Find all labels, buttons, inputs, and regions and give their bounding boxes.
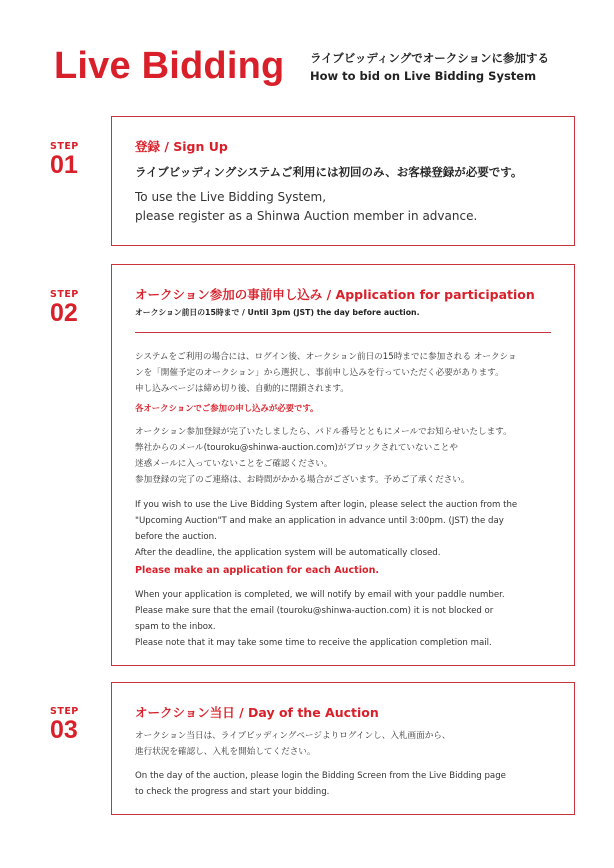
step-03-card: [111, 682, 575, 815]
step-word: STEP: [50, 289, 79, 300]
page-subtitle: [310, 49, 549, 85]
step-02-label: [50, 289, 90, 327]
step-number: 03: [50, 716, 78, 744]
subtitle-japanese: ライブビッディングでオークションに参加する: [310, 51, 549, 65]
step-03-label: [50, 706, 90, 744]
step-03-heading: オークション当日 / Day of the Auction: [135, 705, 379, 720]
step-01-label: [50, 141, 90, 179]
step-word: STEP: [50, 706, 79, 717]
step-01-lead-english-line: please register as a Shinwa Auction member in advance.: [135, 209, 478, 223]
en-paragraph-line: When your application is completed, we will notify by email with your paddle number.: [135, 590, 505, 600]
jp-paragraph-line: 申し込みページは締め切り後、自動的に閉鎖されます。: [135, 384, 349, 394]
step-number: 02: [50, 299, 78, 327]
en-paragraph-line: Please make sure that the email (touroku@shinwa-auction.com) it is not blocked or: [135, 606, 494, 616]
step-01-lead-english-line: To use the Live Bidding System,: [135, 190, 327, 204]
step-01-card: [111, 116, 575, 246]
jp-paragraph-line: ンを「開催予定のオークション」から選択し、事前申し込みを行っていただく必要があります。: [135, 368, 504, 378]
en-application-note: Please make an application for each Auction.: [135, 565, 380, 576]
step-01-heading: 登録 / Sign Up: [135, 139, 228, 154]
step-02-card: [111, 264, 575, 666]
en-paragraph-line: After the deadline, the application system will be automatically closed.: [135, 548, 441, 558]
subtitle-english: How to bid on Live Bidding System: [310, 69, 537, 83]
step-word: STEP: [50, 141, 79, 152]
section-divider: [135, 332, 551, 333]
jp-paragraph-line: オークション当日は、ライブビッディングページよりログインし、入札画面から、: [135, 731, 451, 741]
jp-paragraph-line: システムをご利用の場合には、ログイン後、オークション前日の15時までに参加される オークショ: [135, 352, 517, 362]
jp-paragraph-line: 迷惑メールに入っていないことをご確認ください。: [135, 459, 333, 469]
jp-paragraph-line: 弊社からのメール(touroku@shinwa-auction.com)がブロックされていないことや: [135, 443, 458, 453]
jp-paragraph-line: オークション参加登録が完了いたしましたら、パドル番号とともにメールでお知らせいたします。: [135, 427, 512, 437]
step-01-lead-japanese: ライブビッディングシステムご利用には初回のみ、お客様登録が必要です。: [135, 165, 523, 179]
page-title: Live Bidding: [54, 45, 285, 87]
jp-application-note: 各オークションでご参加の申し込みが必要です。: [135, 403, 319, 413]
en-paragraph-line: "Upcoming Auction"T and make an application in advance until 3:00pm. (JST) the day: [135, 516, 504, 526]
jp-paragraph-line: 参加登録の完了のご連絡は、お時間がかかる場合がございます。予めご了承ください。: [135, 475, 470, 485]
jp-paragraph-line: 進行状況を確認し、入札を開始してください。: [135, 747, 316, 757]
en-paragraph-line: On the day of the auction, please login the Bidding Screen from the Live Bidding page: [135, 771, 506, 781]
step-number: 01: [50, 151, 78, 179]
step-02-deadline: オークション前日の15時まで / Until 3pm (JST) the day before auction.: [135, 308, 420, 317]
step-02-heading: オークション参加の事前申し込み / Application for participation: [135, 287, 535, 302]
en-paragraph-line: Please note that it may take some time to receive the application completion mail.: [135, 638, 492, 648]
en-paragraph-line: before the auction.: [135, 532, 217, 542]
en-paragraph-line: spam to the inbox.: [135, 622, 216, 632]
en-paragraph-line: to check the progress and start your bidding.: [135, 787, 330, 797]
en-paragraph-line: If you wish to use the Live Bidding System after login, please select the auction from the: [135, 500, 518, 510]
